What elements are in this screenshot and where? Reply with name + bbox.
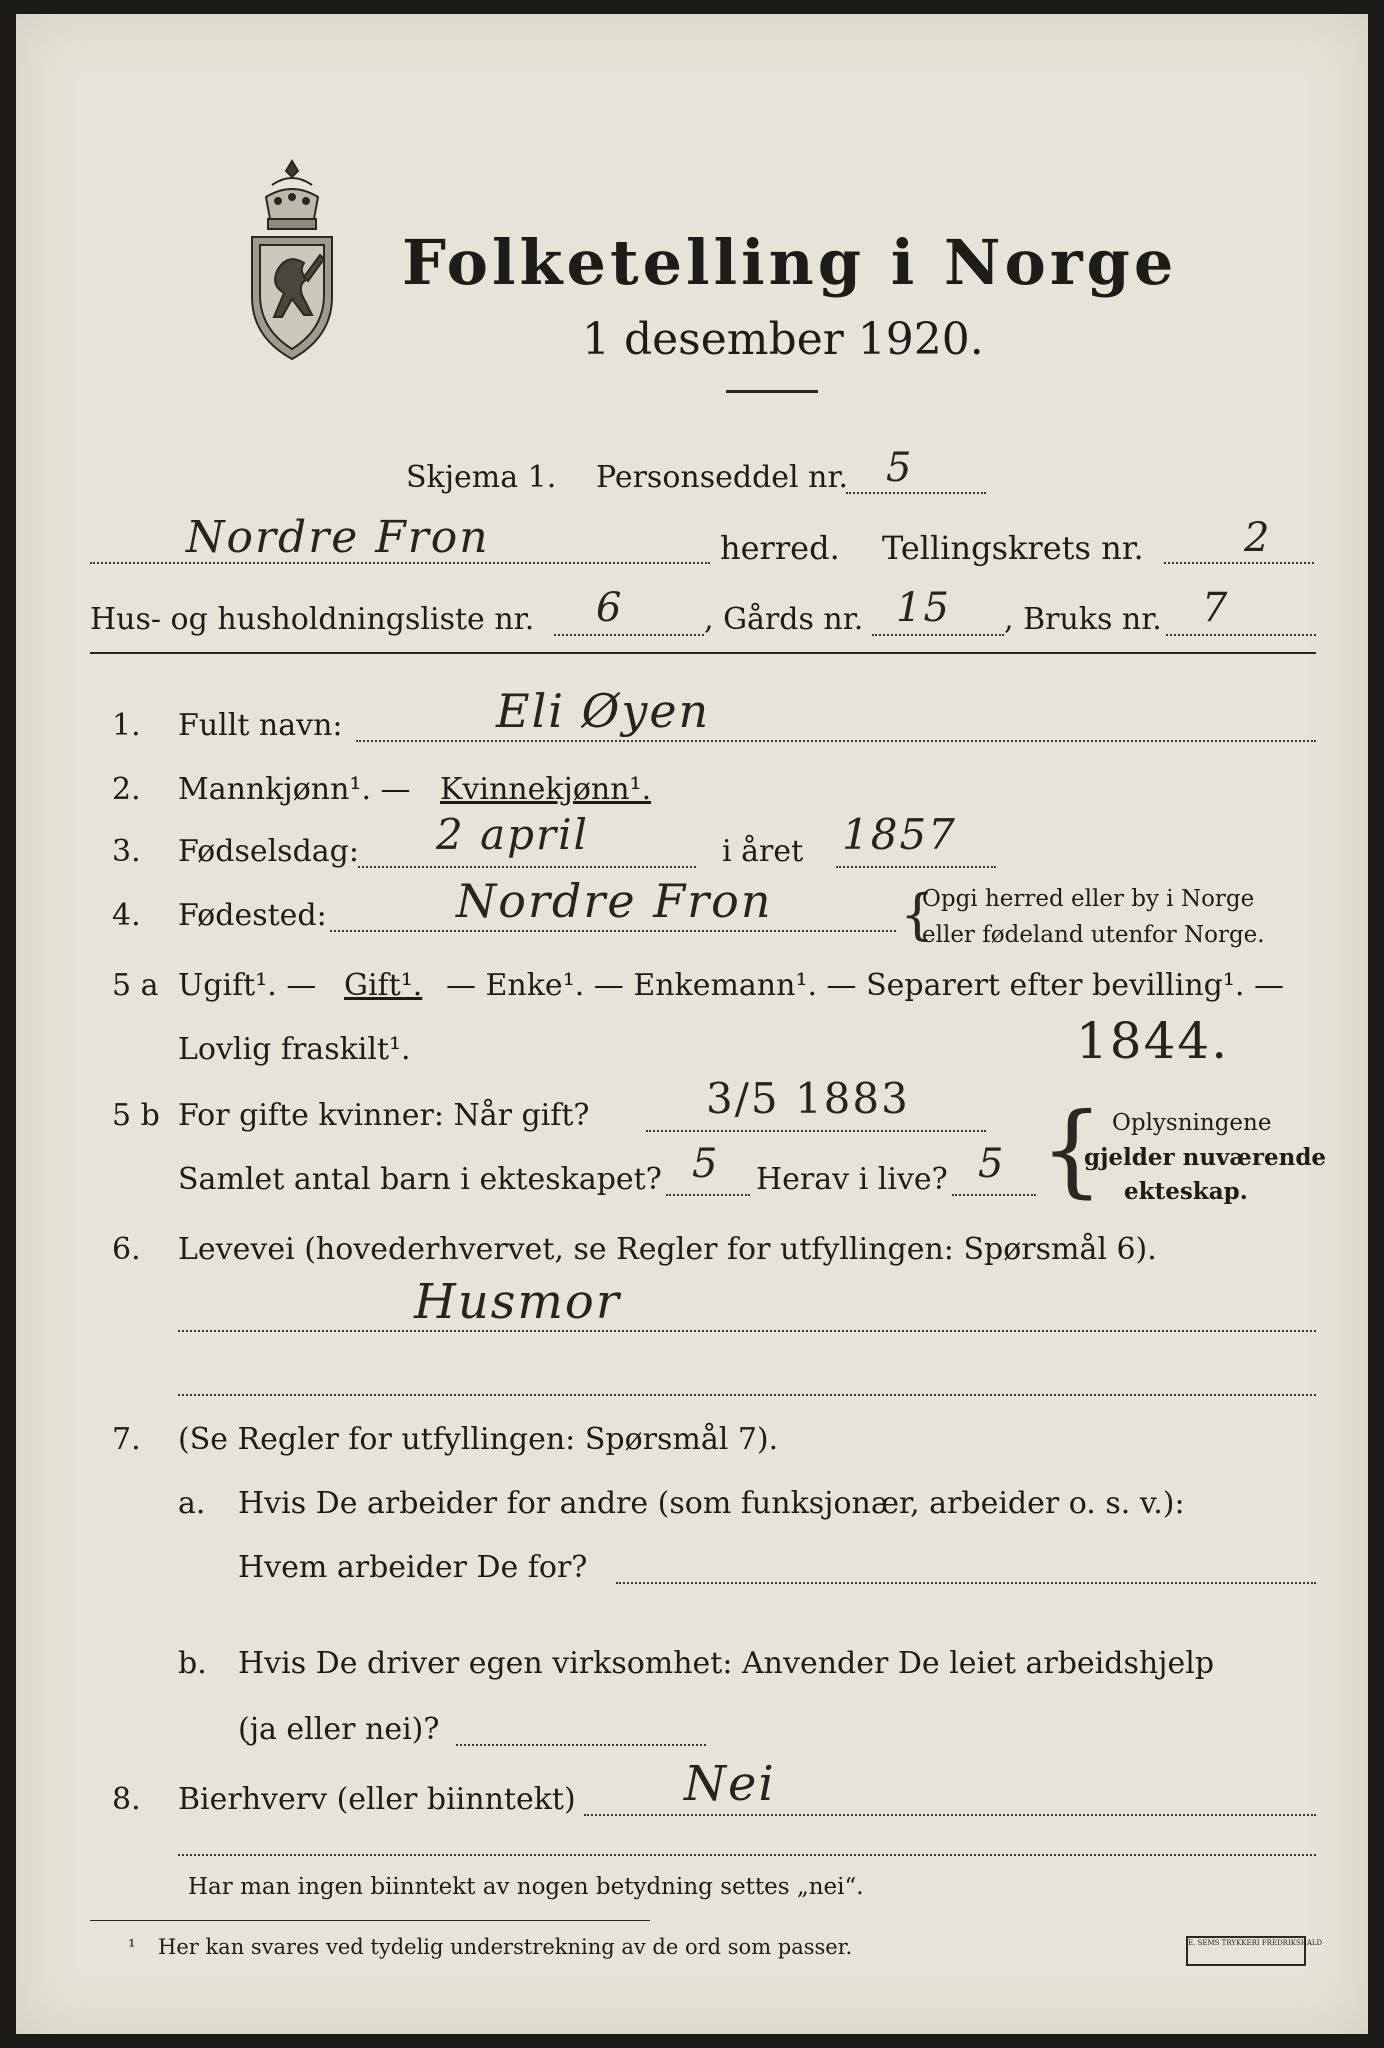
q2-number: 2. xyxy=(112,772,141,807)
q4-note-line2: eller fødeland utenfor Norge. xyxy=(922,922,1265,948)
q4-line xyxy=(330,930,896,932)
q6-line2 xyxy=(178,1394,1316,1396)
q7b-line xyxy=(456,1744,706,1746)
q6-label: Levevei (hovederhvervet, se Regler for utfyllingen: Spørsmål 6). xyxy=(178,1232,1157,1267)
gards-value: 15 xyxy=(896,585,951,631)
q8-number: 8. xyxy=(112,1782,141,1817)
q4-brace: { xyxy=(900,883,935,946)
q7a-line xyxy=(616,1582,1316,1584)
printer-stamp-text: E. SEMS TRYKKERI FREDRIKSHALD xyxy=(1188,1939,1323,1947)
q8-value: Nei xyxy=(684,1756,776,1812)
bruks-label: , Bruks nr. xyxy=(1004,602,1162,637)
herred-label: herred. xyxy=(720,529,840,567)
q7a-text: Hvis De arbeider for andre (som funksjonær, arbeider o. s. v.): xyxy=(238,1486,1185,1521)
q3-line xyxy=(358,866,696,868)
footnote-text: Her kan svares ved tydelig understrekning av de ord som passer. xyxy=(158,1935,853,1959)
q2-female: Kvinnekjønn¹. xyxy=(440,772,652,807)
bruks-line xyxy=(1166,634,1316,636)
q5a-line2: Lovlig fraskilt¹. xyxy=(178,1032,411,1067)
q6-line1 xyxy=(178,1330,1316,1332)
q1-number: 1. xyxy=(112,708,141,743)
q3-year-label: i året xyxy=(722,834,804,869)
hus-line xyxy=(554,634,704,636)
footnote-divider xyxy=(90,1920,650,1921)
q8-line xyxy=(584,1814,1316,1816)
q8-line2 xyxy=(178,1854,1316,1856)
q2-male: Mannkjønn¹. — xyxy=(178,772,411,807)
q5b-children-line xyxy=(666,1194,750,1196)
q7-label: (Se Regler for utfyllingen: Spørsmål 7). xyxy=(178,1422,779,1457)
title-divider xyxy=(726,390,818,393)
q3-label: Fødselsdag: xyxy=(178,834,359,869)
q5b-children-label: Samlet antal barn i ekteskapet? xyxy=(178,1162,662,1197)
q7b-letter: b. xyxy=(178,1646,207,1681)
hus-label: Hus- og husholdningsliste nr. xyxy=(90,602,535,637)
skjema-label: Skjema 1. xyxy=(406,460,557,495)
q5b-note-line2: gjelder nuværende xyxy=(1084,1144,1327,1171)
bruks-value: 7 xyxy=(1202,585,1230,631)
gards-label: , Gårds nr. xyxy=(704,602,864,637)
q3-year-value: 1857 xyxy=(842,810,957,859)
q6-number: 6. xyxy=(112,1232,141,1267)
footnote-mark: ¹ xyxy=(128,1936,136,1958)
hus-value: 6 xyxy=(596,585,624,631)
q5b-note-line3: ekteskap. xyxy=(1124,1178,1248,1205)
q5a-number: 5 a xyxy=(112,968,159,1003)
herred-value: Nordre Fron xyxy=(186,512,490,563)
q5a-ugift: Ugift¹. — xyxy=(178,968,317,1003)
q5b-value: 3/5 1883 xyxy=(706,1074,910,1123)
q4-number: 4. xyxy=(112,898,141,933)
personseddel-line xyxy=(846,492,986,494)
norway-coat-of-arms-icon xyxy=(242,157,342,367)
q5b-alive-value: 5 xyxy=(978,1141,1006,1187)
q8-label: Bierhverv (eller biinntekt) xyxy=(178,1782,576,1817)
tellingskrets-label: Tellingskrets nr. xyxy=(882,529,1144,567)
q5b-alive-line xyxy=(952,1194,1036,1196)
q5a-gift: Gift¹. xyxy=(344,968,423,1003)
q1-line xyxy=(356,740,1316,742)
q7a-letter: a. xyxy=(178,1486,206,1521)
q5b-line xyxy=(646,1130,986,1132)
q5b-alive-label: Herav i live? xyxy=(756,1162,948,1197)
form-title: Folketelling i Norge xyxy=(402,226,1178,299)
q5b-label: For gifte kvinner: Når gift? xyxy=(178,1098,590,1133)
tellingskrets-value: 2 xyxy=(1244,515,1272,561)
q7b-text: Hvis De driver egen virksomhet: Anvender De leiet arbeidshjelp xyxy=(238,1646,1215,1681)
q5a-rest: — Enke¹. — Enkemann¹. — Separert efter bevilling¹. — xyxy=(446,968,1284,1003)
census-date: 1 desember 1920. xyxy=(582,314,984,365)
q5b-brace: { xyxy=(1040,1091,1104,1208)
q1-label: Fullt navn: xyxy=(178,708,343,743)
q4-note-line1: Opgi herred eller by i Norge xyxy=(922,886,1255,912)
gards-line xyxy=(872,634,1004,636)
q7a-line2: Hvem arbeider De for? xyxy=(238,1550,588,1585)
q5b-children-value: 5 xyxy=(692,1141,720,1187)
q7-number: 7. xyxy=(112,1422,141,1457)
q3-value: 2 april xyxy=(436,810,589,859)
q5b-number: 5 b xyxy=(112,1098,160,1133)
q4-value: Nordre Fron xyxy=(456,874,773,928)
tellingskrets-line xyxy=(1164,562,1314,564)
personseddel-label: Personseddel nr. xyxy=(596,460,849,495)
personseddel-value: 5 xyxy=(886,445,914,491)
q3-number: 3. xyxy=(112,834,141,869)
census-form-sheet xyxy=(16,14,1368,2034)
printer-stamp xyxy=(1186,1936,1323,1966)
footer-note: Har man ingen biinntekt av nogen betydning settes „nei“. xyxy=(188,1874,864,1900)
q1-value: Eli Øyen xyxy=(496,684,711,738)
q5a-annotation: 1844. xyxy=(1076,1012,1230,1070)
q3-year-line xyxy=(836,866,996,868)
header-divider xyxy=(90,652,1316,654)
q6-value: Husmor xyxy=(414,1274,621,1330)
q7b-line2: (ja eller nei)? xyxy=(238,1712,440,1747)
q4-label: Fødested: xyxy=(178,898,327,933)
q5b-note-line1: Oplysningene xyxy=(1112,1110,1272,1136)
